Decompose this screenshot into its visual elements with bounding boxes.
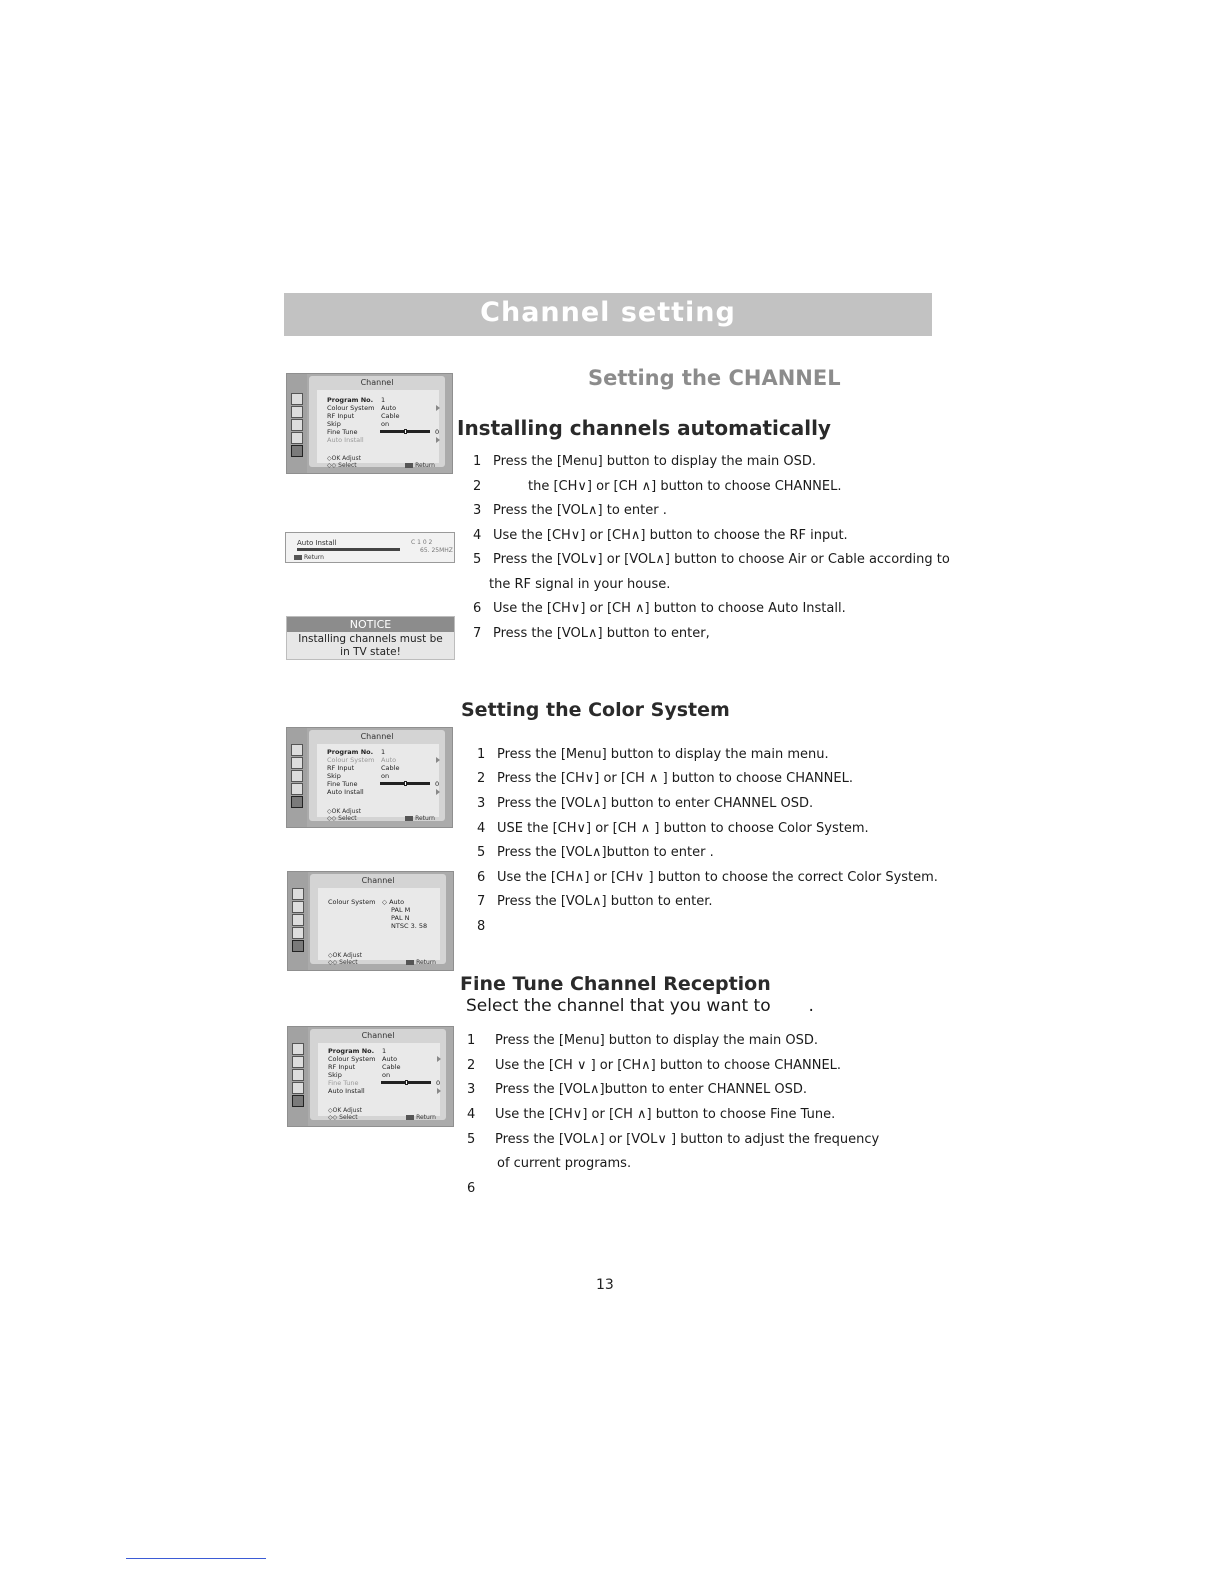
step-number: 5 <box>473 552 482 567</box>
fine-tune-knob <box>404 781 407 786</box>
step-number: 4 <box>467 1107 476 1122</box>
fine-tune-knob <box>405 1080 408 1085</box>
step-number: 7 <box>473 626 482 641</box>
osd-return-label: Return <box>416 959 436 966</box>
step-text: the [CH∨] or [CH ∧] button to choose CHANNEL. <box>528 479 842 494</box>
osd-sidebar <box>288 872 308 970</box>
osd-select-hint: ◇◇ Select <box>328 959 358 966</box>
step-number: 2 <box>467 1058 476 1073</box>
osd-channel-menu-3 <box>287 1026 454 1127</box>
osd-val-colour: Auto <box>382 1055 398 1063</box>
osd-channel-menu-2 <box>286 727 453 828</box>
step-text: Press the [Menu] button to display the main OSD. <box>493 454 816 469</box>
osd-row-rf: RF Input <box>328 1063 356 1071</box>
osd-row-colour: Colour System <box>327 756 375 764</box>
banner-title: Channel setting <box>480 297 736 328</box>
osd-return <box>405 815 435 822</box>
step-number: 5 <box>477 845 486 860</box>
fine-tune-bar <box>380 782 430 785</box>
osd-val-colour: Auto <box>381 404 397 412</box>
step-number: 8 <box>477 919 486 934</box>
channel-icon <box>291 445 303 457</box>
main-title: Setting the CHANNEL <box>588 366 841 390</box>
osd-return <box>406 959 436 966</box>
osd-title: Channel <box>361 1031 395 1040</box>
osd-inner <box>310 874 446 964</box>
picture-icon <box>292 1043 304 1055</box>
osd-val-fine: 0 <box>435 428 440 436</box>
step-text: Press the [Menu] button to display the main menu. <box>497 747 829 762</box>
step-text: Use the [CH∨] or [CH ∧] button to choose Auto Install. <box>493 601 846 616</box>
osd-val-skip: on <box>382 1071 391 1079</box>
step-number: 1 <box>473 454 482 469</box>
notice-body <box>287 633 454 659</box>
osd-panel <box>317 390 440 469</box>
return-icon <box>406 1115 414 1120</box>
fine-tune-knob <box>404 429 407 434</box>
step-number: 4 <box>473 528 482 543</box>
osd-select-hint: ◇◇ Select <box>327 462 357 469</box>
picture-icon <box>291 744 303 756</box>
osd-return-label: Return <box>416 1114 436 1121</box>
setup-icon <box>291 770 303 782</box>
osd-sidebar <box>288 1027 308 1126</box>
auto-install-box <box>285 532 455 563</box>
setup-icon <box>292 914 304 926</box>
auto-install-progress <box>297 548 400 551</box>
osd-val-rf: Cable <box>381 764 400 772</box>
step-number: 4 <box>477 821 486 836</box>
step-text: Press the [VOL∨] or [VOL∧] button to choose Air or Cable according to <box>493 552 950 567</box>
section-title-color: Setting the Color System <box>461 699 730 721</box>
osd-row-autoinstall: Auto Install <box>327 788 364 796</box>
step-number: 7 <box>477 894 486 909</box>
osd-colour-system-menu <box>287 871 454 971</box>
sound-icon <box>291 406 303 418</box>
osd-inner <box>310 1029 446 1120</box>
channel-icon <box>292 1095 304 1107</box>
step-number: 2 <box>473 479 482 494</box>
osd-channel-menu-1 <box>286 373 453 474</box>
arrow-right-icon <box>436 437 440 443</box>
osd-panel <box>318 1043 441 1121</box>
osd-panel <box>317 744 440 822</box>
osd-row-colour: Colour System <box>327 404 375 412</box>
picture-icon <box>291 393 303 405</box>
osd-row-fine: Fine Tune <box>327 780 358 788</box>
osd-row-fine: Fine Tune <box>327 428 358 436</box>
colour-option-pal-m: PAL M <box>391 906 411 914</box>
osd-adjust-hint: ◇OK Adjust <box>328 952 362 959</box>
auto-install-return <box>294 554 324 561</box>
step-number: 3 <box>467 1082 476 1097</box>
osd-row-program: Program No. <box>327 396 374 404</box>
sound-icon <box>292 901 304 913</box>
osd-row-autoinstall: Auto Install <box>327 436 364 444</box>
osd-select-hint: ◇◇ Select <box>327 815 357 822</box>
step-number: 3 <box>477 796 486 811</box>
arrow-right-icon <box>437 1056 441 1062</box>
page-number: 13 <box>596 1277 614 1293</box>
channel-icon <box>291 796 303 808</box>
step-number: 6 <box>477 870 486 885</box>
home-icon <box>292 1082 304 1094</box>
return-icon <box>294 555 302 560</box>
footer-divider <box>126 1558 266 1559</box>
arrow-right-icon <box>436 405 440 411</box>
osd-return <box>405 462 435 469</box>
osd-adjust-hint: ◇OK Adjust <box>328 1107 362 1114</box>
osd-val-colour: Auto <box>381 756 397 764</box>
osd-row-rf: RF Input <box>327 412 355 420</box>
step-number: 6 <box>473 601 482 616</box>
fine-tune-bar <box>380 430 430 433</box>
osd-adjust-hint: ◇OK Adjust <box>327 455 361 462</box>
osd-row-skip: Skip <box>327 772 341 780</box>
setup-icon <box>291 419 303 431</box>
sound-icon <box>292 1056 304 1068</box>
step-text: Press the [VOL∧] button to enter, <box>493 626 710 641</box>
home-icon <box>292 927 304 939</box>
osd-title: Channel <box>361 876 395 885</box>
osd-inner <box>309 730 445 821</box>
channel-icon <box>292 940 304 952</box>
step-text: Press the [VOL∧] or [VOL∨ ] button to adjust the frequency <box>495 1132 880 1147</box>
notice-line-1: Installing channels must be <box>298 633 443 645</box>
step-text: Press the [VOL∧]button to enter . <box>497 845 714 860</box>
step-number: 2 <box>477 771 486 786</box>
step-text: Press the [VOL∧]button to enter CHANNEL OSD. <box>495 1082 808 1097</box>
osd-row-skip: Skip <box>327 420 341 428</box>
osd-val-rf: Cable <box>382 1063 401 1071</box>
return-icon <box>405 463 413 468</box>
notice-heading: NOTICE <box>287 617 454 632</box>
step-text: Use the [CH∨] or [CH∧] button to choose the RF input. <box>493 528 848 543</box>
auto-install-label: Auto Install <box>297 539 337 547</box>
osd-row-skip: Skip <box>328 1071 342 1079</box>
osd-title: Channel <box>360 378 394 387</box>
home-icon <box>291 432 303 444</box>
auto-install-frequency: 65. 25MHZ <box>420 547 453 554</box>
step-number: 6 <box>467 1181 476 1196</box>
fine-intro: Select the channel that you want to . <box>466 996 814 1016</box>
osd-val-rf: Cable <box>381 412 400 420</box>
osd-return <box>406 1114 436 1121</box>
osd-row-program: Program No. <box>327 748 374 756</box>
osd-title: Channel <box>360 732 394 741</box>
colour-option-ntsc: NTSC 3. 58 <box>391 922 428 930</box>
osd-val-fine: 0 <box>435 780 440 788</box>
step-text: Press the [Menu] button to display the main OSD. <box>495 1033 818 1048</box>
osd-sidebar <box>287 728 307 827</box>
step-text: of current programs. <box>497 1156 632 1171</box>
osd-panel <box>318 888 440 966</box>
step-number: 5 <box>467 1132 476 1147</box>
arrow-right-icon <box>437 1088 441 1094</box>
osd-row-program: Program No. <box>328 1047 375 1055</box>
osd-row-colour: Colour System <box>328 898 376 906</box>
section-title-fine: Fine Tune Channel Reception <box>460 973 771 995</box>
step-text: Press the [CH∨] or [CH ∧ ] button to choose CHANNEL. <box>497 771 853 786</box>
osd-inner <box>309 376 445 467</box>
osd-row-rf: RF Input <box>327 764 355 772</box>
osd-val-program: 1 <box>382 1047 387 1055</box>
auto-install-return-label: Return <box>304 554 324 561</box>
notice-box <box>286 616 455 660</box>
colour-option-auto: ◇ Auto <box>382 898 405 906</box>
osd-val-program: 1 <box>381 748 386 756</box>
step-text: Press the [VOL∧] button to enter CHANNEL OSD. <box>497 796 814 811</box>
step-text: Use the [CH∧] or [CH∨ ] button to choose the correct Color System. <box>497 870 938 885</box>
arrow-right-icon <box>436 789 440 795</box>
osd-row-colour: Colour System <box>328 1055 376 1063</box>
step-text: Press the [VOL∧] button to enter. <box>497 894 713 909</box>
osd-return-label: Return <box>415 462 435 469</box>
return-icon <box>405 816 413 821</box>
step-text: the RF signal in your house. <box>489 577 671 592</box>
step-number: 1 <box>477 747 486 762</box>
home-icon <box>291 783 303 795</box>
picture-icon <box>292 888 304 900</box>
osd-val-skip: on <box>381 420 390 428</box>
auto-install-channel: C 1 0 2 <box>411 539 433 546</box>
section-title-auto: Installing channels automatically <box>457 416 831 440</box>
osd-val-fine: 0 <box>436 1079 441 1087</box>
step-text: Use the [CH∨] or [CH ∧] button to choose Fine Tune. <box>495 1107 836 1122</box>
osd-row-fine: Fine Tune <box>328 1079 359 1087</box>
osd-adjust-hint: ◇OK Adjust <box>327 808 361 815</box>
colour-option-pal-n: PAL N <box>391 914 410 922</box>
step-number: 1 <box>467 1033 476 1048</box>
setup-icon <box>292 1069 304 1081</box>
osd-select-hint: ◇◇ Select <box>328 1114 358 1121</box>
sound-icon <box>291 757 303 769</box>
notice-line-2: in TV state! <box>340 646 401 658</box>
step-number: 3 <box>473 503 482 518</box>
arrow-right-icon <box>436 757 440 763</box>
osd-sidebar <box>287 374 307 473</box>
return-icon <box>406 960 414 965</box>
step-text: USE the [CH∨] or [CH ∧ ] button to choose Color System. <box>497 821 869 836</box>
step-text: Press the [VOL∧] to enter . <box>493 503 667 518</box>
step-text: Use the [CH ∨ ] or [CH∧] button to choose CHANNEL. <box>495 1058 842 1073</box>
osd-val-skip: on <box>381 772 390 780</box>
osd-val-program: 1 <box>381 396 386 404</box>
page-banner <box>284 293 932 336</box>
osd-row-autoinstall: Auto Install <box>328 1087 365 1095</box>
osd-return-label: Return <box>415 815 435 822</box>
fine-tune-bar <box>381 1081 431 1084</box>
